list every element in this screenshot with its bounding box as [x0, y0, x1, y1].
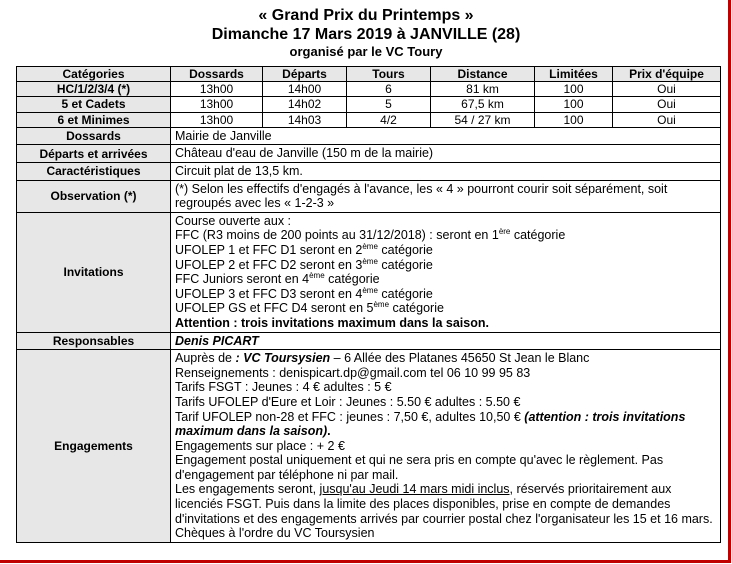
table-cell: 6 — [347, 82, 431, 97]
engagements-row — [17, 350, 721, 543]
invitations-content — [171, 212, 721, 332]
dossards-label: Dossards — [17, 127, 171, 145]
document-header — [0, 6, 732, 60]
event-title: « Grand Prix du Printemps » — [258, 7, 474, 24]
invitation-text: catégorie — [389, 301, 444, 316]
engagements-postal: Engagement postal uniquement et qui ne sera pris en compte qu'avec le règlement. Pas d'engagement par téléphone ni par mail. — [175, 453, 664, 482]
col-header-departs: Départs — [263, 67, 347, 82]
table-row — [17, 97, 721, 112]
ordinal-suffix: ème — [362, 256, 378, 266]
table-cell: 13h00 — [171, 82, 263, 97]
invitation-text: catégorie — [377, 257, 433, 272]
ordinal-suffix: ème — [362, 285, 378, 295]
invitation-line — [175, 243, 716, 258]
event-date: Dimanche 17 Mars 2019 à JANVILLE (28) — [211, 26, 521, 43]
table-cell: 14h03 — [263, 112, 347, 127]
engagements-content — [171, 350, 721, 543]
engagements-text: , réservés prioritairement aux licenciés FSGT. Puis dans la limite des places disponibles, prise en compte de demandes d'invitations et des engagements arrivés par courrier postal chez l'organisateur les 15 et 16 mars. — [175, 482, 713, 526]
engagements-text: Les engagements seront, — [175, 482, 320, 497]
event-organizer: organisé par le VC Toury — [289, 44, 443, 59]
invitation-text: FFC Juniors seront en 4 — [175, 272, 310, 287]
table-cell: 5 — [347, 97, 431, 112]
responsables-label: Responsables — [17, 332, 171, 350]
tarifs-fsgt: Tarifs FSGT : Jeunes : 4 € adultes : 5 € — [175, 380, 392, 395]
departs-value: Château d'eau de Janville (150 m de la mairie) — [171, 145, 721, 163]
engagements-text: Auprès de — [175, 351, 236, 366]
category-cell: HC/1/2/3/4 (*) — [17, 82, 171, 97]
engagements-label: Engagements — [17, 350, 171, 543]
club-name: : VC Toursysien — [235, 351, 331, 366]
invitation-line — [175, 301, 716, 316]
table-row — [17, 82, 721, 97]
responsables-value: Denis PICART — [171, 332, 721, 350]
departs-row — [17, 145, 721, 163]
category-cell: 5 et Cadets — [17, 97, 171, 112]
observation-value: (*) Selon les effectifs d'engagés à l'avance, les « 4 » pourront courir soit séparément, soit regroupés avec les « 1-2-3 » — [171, 180, 721, 212]
table-cell: 13h00 — [171, 112, 263, 127]
table-cell: 14h00 — [263, 82, 347, 97]
table-cell: 67,5 km — [431, 97, 535, 112]
invitation-text: catégorie — [324, 272, 380, 287]
invitation-text: UFOLEP GS et FFC D4 seront en 5 — [175, 301, 374, 316]
table-cell: 100 — [535, 82, 613, 97]
tarifs-ufolep: Tarifs UFOLEP d'Eure et Loir : Jeunes : 5.50 € adultes : 5.50 € — [175, 394, 521, 409]
invitations-intro: Course ouverte aux : — [175, 213, 292, 228]
invitation-text: UFOLEP 2 et FFC D2 seront en 3 — [175, 257, 363, 272]
ordinal-suffix: ème — [309, 271, 325, 280]
tarif-non28 — [175, 410, 716, 439]
ordinal-suffix: ème — [373, 300, 390, 310]
col-header-limitees: Limitées — [535, 67, 613, 82]
responsables-row — [17, 332, 721, 350]
ordinal-suffix: ème — [362, 241, 378, 251]
invitation-text: UFOLEP 1 et FFC D1 seront en 2 — [175, 242, 363, 257]
caracteristiques-row — [17, 163, 721, 181]
col-header-categories: Catégories — [17, 67, 171, 82]
caracteristiques-value: Circuit plat de 13,5 km. — [171, 163, 721, 181]
table-cell: 54 / 27 km — [431, 112, 535, 127]
invitations-label: Invitations — [17, 212, 171, 332]
col-header-prix-equipe: Prix d'équipe — [613, 67, 721, 82]
invitation-line — [175, 272, 716, 287]
observation-label: Observation (*) — [17, 180, 171, 212]
deadline-text: jusqu'au Jeudi 14 mars midi inclus — [319, 482, 510, 497]
invitations-attention: Attention : trois invitations maximum dans la saison. — [175, 315, 489, 330]
dossards-row — [17, 127, 721, 145]
tarif-attention: (attention : trois invitations maximum dans la saison) — [175, 409, 686, 439]
table-cell: 100 — [535, 112, 613, 127]
invitation-text: FFC (R3 moins de 200 points au 31/12/2018) : seront en 1 — [175, 228, 499, 243]
invitation-text: catégorie — [377, 286, 433, 301]
col-header-distance: Distance — [431, 67, 535, 82]
observation-row — [17, 180, 721, 212]
table-cell: 4/2 — [347, 112, 431, 127]
engagements-contact: Renseignements : denispicart.dp@gmail.com tel 06 10 99 95 83 — [175, 365, 531, 380]
invitation-line — [175, 258, 716, 273]
ordinal-suffix: ère — [498, 227, 511, 237]
dossards-value: Mairie de Janville — [171, 127, 721, 145]
table-row — [17, 112, 721, 127]
col-header-dossards: Dossards — [171, 67, 263, 82]
tarif-text: . — [327, 424, 331, 439]
table-cell: Oui — [613, 97, 721, 112]
club-address: – 6 Allée des Platanes 45650 St Jean le Blanc — [330, 351, 590, 366]
invitation-text: catégorie — [377, 242, 433, 257]
table-cell: 81 km — [431, 82, 535, 97]
table-cell: Oui — [613, 82, 721, 97]
invitation-line — [175, 228, 716, 243]
departs-label: Départs et arrivées — [17, 145, 171, 163]
invitation-text: UFOLEP 3 et FFC D3 seront en 4 — [175, 286, 363, 301]
engagements-limite — [175, 482, 716, 526]
table-cell: 13h00 — [171, 97, 263, 112]
caracteristiques-label: Caractéristiques — [17, 163, 171, 181]
table-cell: 14h02 — [263, 97, 347, 112]
table-cell: 100 — [535, 97, 613, 112]
engagements-sur-place: Engagements sur place : + 2 € — [175, 438, 345, 453]
tarif-text: Tarif UFOLEP non-28 et FFC : jeunes : 7,50 €, adultes 10,50 € — [175, 409, 525, 424]
invitation-line — [175, 287, 716, 302]
engagements-aupres — [175, 351, 716, 366]
category-cell: 6 et Minimes — [17, 112, 171, 127]
col-header-tours: Tours — [347, 67, 431, 82]
engagements-cheques: Chèques à l'ordre du VC Toursysien — [175, 526, 375, 541]
invitation-text: catégorie — [510, 228, 566, 243]
invitations-row — [17, 212, 721, 332]
table-cell: Oui — [613, 112, 721, 127]
table-header-row — [17, 67, 721, 82]
race-info-table — [16, 66, 721, 543]
